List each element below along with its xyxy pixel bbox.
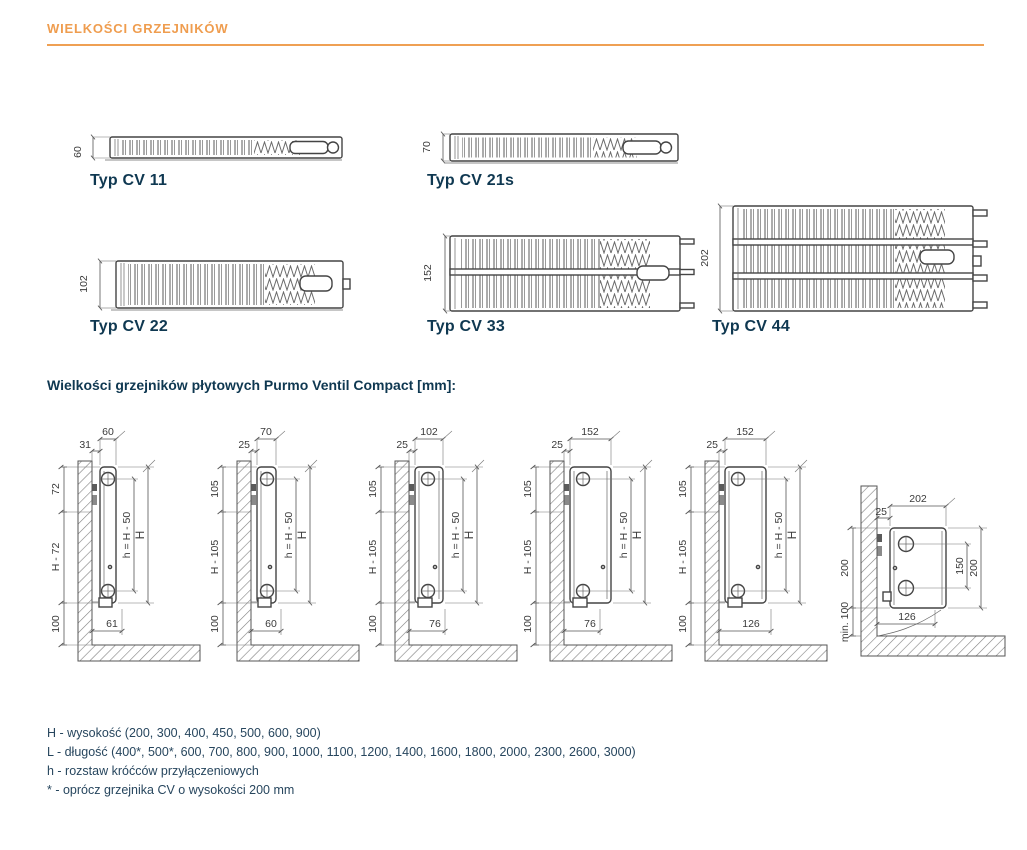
typ-cv44-label: Typ CV 44: [712, 318, 790, 335]
dim-mid: H - 105: [677, 539, 689, 575]
dim-depth: 102: [420, 426, 438, 438]
radiator-top-drawing: [105, 137, 342, 160]
depth-label: 60: [72, 146, 84, 158]
radiator-side-view: [719, 467, 766, 607]
radiator-top-drawing: [445, 134, 678, 163]
dim-mid: H - 72: [50, 542, 62, 572]
topview-cv11: [65, 128, 355, 168]
dim-pipe-spacing: h = H - 50: [283, 511, 295, 559]
dim-floor: 100: [677, 615, 689, 633]
dim-offset: 25: [706, 439, 718, 451]
radiator-top-drawing: [733, 206, 987, 311]
dim-pipe-spacing: 150: [954, 557, 966, 575]
dim-floor: 100: [209, 615, 221, 633]
dim-wall-bottom: min. 100: [839, 601, 851, 643]
depth-dimension: [72, 137, 110, 158]
section-heading: Wielkości grzejników płytowych Purmo Ventil Compact [mm]:: [47, 377, 457, 393]
depth-dimension: [699, 206, 733, 311]
dim-height: H: [133, 530, 147, 540]
typ-cv22-label: Typ CV 22: [90, 318, 168, 335]
radiator-side-view: [409, 467, 443, 607]
cross-section-cv33-alt: [675, 425, 850, 670]
depth-dimension: [422, 236, 450, 311]
legend-line-footnote: * - oprócz grzejnika CV o wysokości 200 mm: [47, 783, 295, 797]
dim-height: H: [462, 530, 476, 540]
depth-label: 152: [422, 264, 434, 282]
dim-depth: 60: [102, 426, 114, 438]
depth-dimension: [78, 261, 116, 308]
radiator-side-view: [564, 467, 611, 607]
dim-outlet: 76: [429, 618, 441, 630]
topview-cv33: [415, 228, 700, 318]
dim-floor: 100: [522, 615, 534, 633]
typ-cv33-label: Typ CV 33: [427, 318, 505, 335]
cross-section-cv44: [839, 450, 1027, 670]
dim-outlet: 61: [106, 618, 118, 630]
topview-cv44: [700, 198, 1000, 318]
topview-cv22: [70, 252, 360, 314]
cross-section-cv21s: [207, 425, 382, 670]
dim-top: 105: [522, 480, 534, 498]
dim-height: H: [630, 530, 644, 540]
typ-cv21s-label: Typ CV 21s: [427, 172, 515, 189]
dim-depth: 152: [581, 426, 599, 438]
dim-floor: 100: [50, 615, 62, 633]
dim-pipe-spacing: h = H - 50: [618, 511, 630, 559]
legend-line-h-height: H - wysokość (200, 300, 400, 450, 500, 600, 900): [47, 726, 321, 740]
radiator-top-drawing: [450, 236, 694, 311]
dim-depth: 70: [260, 426, 272, 438]
dim-height: 200: [968, 559, 980, 577]
dim-top: 105: [677, 480, 689, 498]
cross-section-cv22: [365, 425, 540, 670]
radiator-top-drawing: [111, 261, 350, 310]
cross-section-cv33: [520, 425, 695, 670]
dim-depth: 202: [909, 493, 927, 505]
legend-line-pipe-spacing: h - rozstaw króćców przyłączeniowych: [47, 764, 259, 778]
radiator-side-view: [92, 467, 116, 607]
dim-pipe-spacing: h = H - 50: [121, 511, 133, 559]
page-title: WIELKOŚCI GRZEJNIKÓW: [47, 21, 229, 36]
dim-offset: 25: [551, 439, 563, 451]
dim-height: H: [785, 530, 799, 540]
legend-line-l-length: L - długość (400*, 500*, 600, 700, 800, 900, 1000, 1100, 1200, 1400, 1600, 1800, 2000, 2300, 2600, 3000): [47, 745, 636, 759]
dim-pipe-spacing: h = H - 50: [450, 511, 462, 559]
dim-offset: 31: [79, 439, 91, 451]
dim-outlet: 60: [265, 618, 277, 630]
dim-offset: 25: [396, 439, 408, 451]
depth-label: 102: [78, 275, 90, 293]
dim-top: 72: [50, 483, 62, 495]
dim-depth: 152: [736, 426, 754, 438]
dim-offset: 25: [875, 506, 887, 518]
dim-outlet: 76: [584, 618, 596, 630]
dim-floor: 100: [367, 615, 379, 633]
dim-outlet: 126: [742, 618, 760, 630]
typ-cv11-label: Typ CV 11: [90, 172, 168, 189]
depth-dimension: [421, 134, 450, 161]
dim-top: 105: [209, 480, 221, 498]
dim-offset: 25: [238, 439, 250, 451]
depth-label: 202: [699, 249, 711, 267]
dim-wall-top: 200: [839, 559, 851, 577]
dim-height: H: [295, 530, 309, 540]
dim-mid: H - 105: [209, 539, 221, 575]
dim-top: 105: [367, 480, 379, 498]
title-underline: [47, 44, 984, 46]
dim-outlet: 126: [898, 611, 916, 623]
cross-section-cv11: [48, 425, 223, 670]
dim-pipe-spacing: h = H - 50: [773, 511, 785, 559]
topview-cv21s: [418, 125, 693, 170]
radiator-side-view: [251, 467, 276, 607]
dim-mid: H - 105: [522, 539, 534, 575]
dim-mid: H - 105: [367, 539, 379, 575]
depth-label: 70: [421, 141, 433, 153]
